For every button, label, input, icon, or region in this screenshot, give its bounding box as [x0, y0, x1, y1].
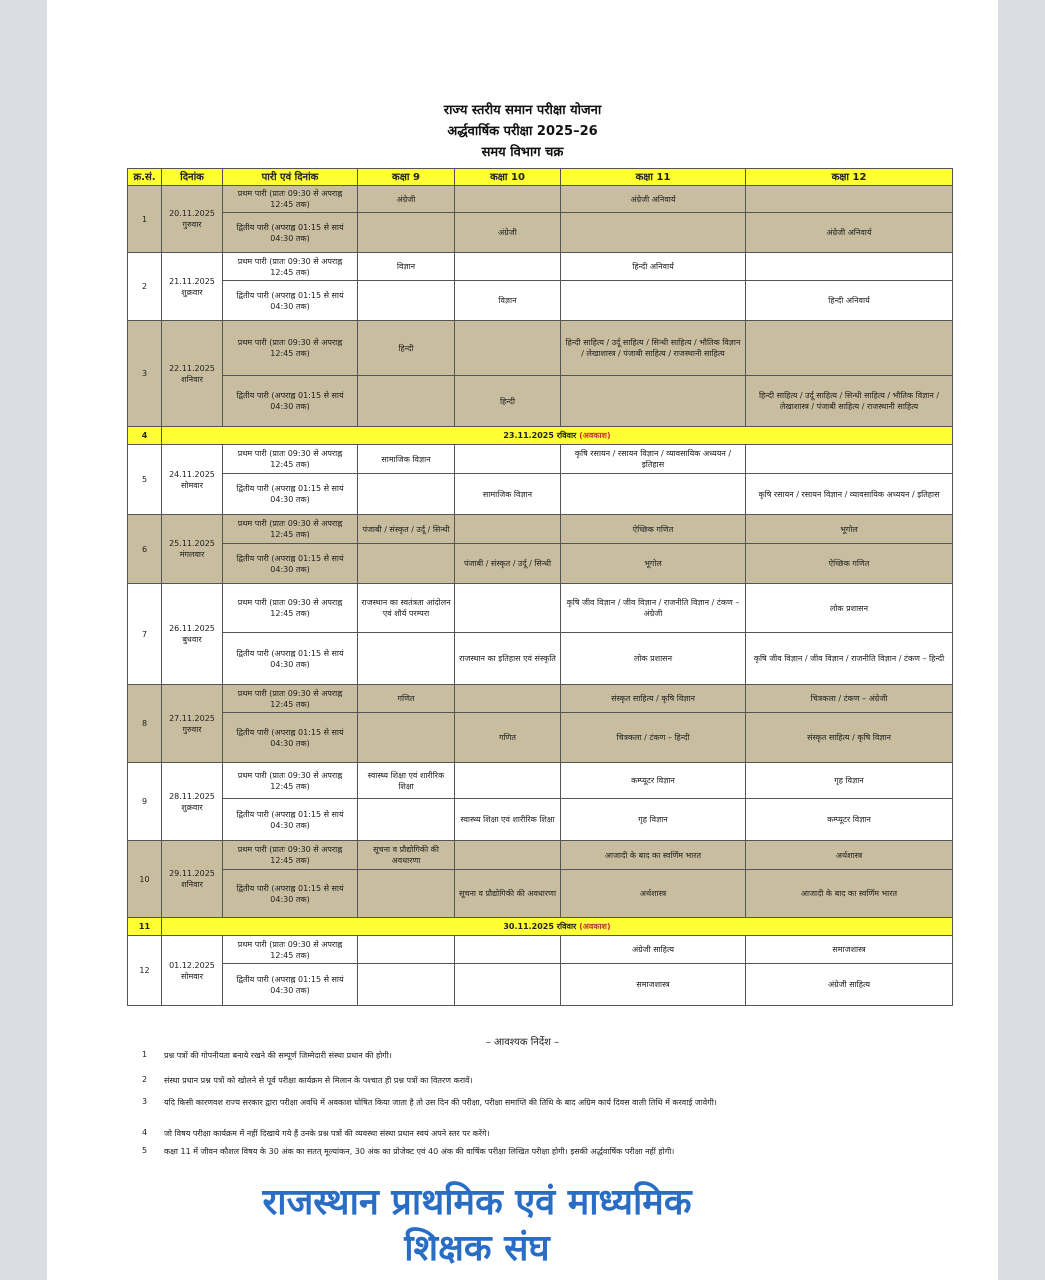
subject-cell	[455, 253, 561, 281]
shift-2-label: द्वितीय पारी (अपराह्न 01:15 से सायं 04:30 तक)	[223, 713, 358, 763]
subject-cell: पंजाबी / संस्कृत / उर्दू / सिन्धी	[455, 544, 561, 584]
subject-cell: गृह विज्ञान	[561, 799, 746, 841]
subject-cell: सामाजिक विज्ञान	[358, 445, 455, 474]
subject-cell	[358, 936, 455, 964]
day-value: सोमवार	[180, 480, 204, 490]
date-value: 21.11.2025	[169, 276, 215, 286]
subject-cell: ऐच्छिक गणित	[561, 515, 746, 544]
subject-cell: गणित	[455, 713, 561, 763]
note-number: 1	[142, 1050, 148, 1059]
holiday-date: 23.11.2025	[503, 431, 554, 440]
row-date	[162, 936, 223, 1006]
subject-cell: विज्ञान	[358, 253, 455, 281]
table-row	[128, 544, 953, 584]
shift-1-label: प्रथम पारी (प्रातः 09:30 से अपराह्न 12:45 तक)	[223, 584, 358, 633]
footer-line-2: शिक्षक संघ	[404, 1228, 550, 1269]
shift-2-label: द्वितीय पारी (अपराह्न 01:15 से सायं 04:30 तक)	[223, 213, 358, 253]
table-row	[128, 474, 953, 515]
subject-cell	[455, 685, 561, 713]
holiday-day: रविवार	[556, 431, 577, 440]
day-value: शुक्रवार	[181, 287, 203, 297]
row-date	[162, 515, 223, 584]
subject-cell	[561, 213, 746, 253]
subject-cell	[455, 763, 561, 799]
date-value: 20.11.2025	[169, 209, 215, 218]
row-serial: 12	[128, 936, 162, 1006]
table-row	[128, 584, 953, 633]
subject-cell: सामाजिक विज्ञान	[455, 474, 561, 515]
footer-org-name	[197, 1180, 757, 1272]
row-serial: 1	[128, 186, 162, 253]
subject-cell	[358, 633, 455, 685]
day-value: शनिवार	[181, 880, 203, 889]
subject-cell: संस्कृत साहित्य / कृषि विज्ञान	[561, 685, 746, 713]
subject-cell: कम्प्यूटर विज्ञान	[746, 799, 953, 841]
subject-cell: स्वास्थ्य शिक्षा एवं शारीरिक शिक्षा	[358, 763, 455, 799]
table-row	[128, 281, 953, 321]
holiday-row	[128, 918, 953, 936]
subject-cell: अंग्रेजी	[358, 186, 455, 213]
day-value: शनिवार	[181, 374, 203, 384]
subject-cell: अंग्रेजी अनिवार्य	[746, 213, 953, 253]
subject-cell	[455, 445, 561, 474]
subject-cell: गृह विज्ञान	[746, 763, 953, 799]
subject-cell: विज्ञान	[455, 281, 561, 321]
row-date	[162, 321, 223, 427]
title-line-2: अर्द्धवार्षिक परीक्षा 2025–26	[447, 124, 598, 139]
row-date	[162, 685, 223, 763]
shift-1-label: प्रथम पारी (प्रातः 09:30 से अपराह्न 12:45 तक)	[223, 186, 358, 213]
holiday-label: (अवकाश)	[579, 431, 611, 440]
shift-2-label: द्वितीय पारी (अपराह्न 01:15 से सायं 04:30 तक)	[223, 633, 358, 685]
date-value: 01.12.2025	[169, 960, 215, 970]
table-row	[128, 253, 953, 281]
subject-cell: सूचना व प्रौद्योगिकी की अवधारणा	[358, 841, 455, 870]
row-serial: 11	[128, 918, 162, 936]
subject-cell: अर्थशास्त्र	[561, 870, 746, 918]
note-text: यदि किसी कारणवश राज्य सरकार द्वारा परीक्षा अवधि में अवकाश घोषित किया जाता है तो उस दिन की परीक्षा, परीक्षा समाप्ति की तिथि के बाद अग्रिम कार्य दिवस वाली तिथि में करवाई जावेगी।	[164, 1098, 717, 1107]
subject-cell: गणित	[358, 685, 455, 713]
subject-cell: राजस्थान का इतिहास एवं संस्कृति	[455, 633, 561, 685]
table-row	[128, 964, 953, 1006]
note-text: संस्था प्रधान प्रश्न पत्रों को खोलने से पूर्व परीक्षा कार्यक्रम से मिलान के पश्चात ही प्रश्न पत्रों का वितरण करावें।	[164, 1076, 473, 1085]
subject-cell: कृषि जीव विज्ञान / जीव विज्ञान / राजनीति विज्ञान / टंकण – अंग्रेजी	[561, 584, 746, 633]
day-value: गुरुवार	[182, 724, 202, 734]
note-text: कक्षा 11 में जीवन कौशल विषय के 30 अंक का सतत् मूल्यांकन, 30 अंक का प्रोजेक्ट एवं 40 अंक की वार्षिक परीक्षा लिखित परीक्षा होगी। इसकी अर्द्धवार्षिक परीक्षा नहीं होगी।	[164, 1147, 675, 1156]
subject-cell: ऐच्छिक गणित	[746, 544, 953, 584]
subject-cell: हिन्दी	[455, 376, 561, 427]
header-class-12: कक्षा 12	[746, 169, 953, 186]
day-value: शुक्रवार	[181, 802, 203, 812]
subject-cell: राजस्थान का स्वतंत्रता आंदोलन एवं शौर्य परम्परा	[358, 584, 455, 633]
date-value: 24.11.2025	[169, 469, 215, 479]
header-sn: क्र.सं.	[128, 169, 162, 186]
shift-1-label: प्रथम पारी (प्रातः 09:30 से अपराह्न 12:45 तक)	[223, 515, 358, 544]
table-row	[128, 936, 953, 964]
row-serial: 10	[128, 841, 162, 918]
date-value: 22.11.2025	[169, 363, 215, 373]
subject-cell: हिन्दी साहित्य / उर्दू साहित्य / सिन्धी साहित्य / भौतिक विज्ञान / लेखाशास्त्र / पंजाबी साहित्य / राजस्थानी साहित्य	[746, 376, 953, 427]
subject-cell	[455, 186, 561, 213]
subject-cell: सूचना व प्रौद्योगिकी की अवधारणा	[455, 870, 561, 918]
table-row	[128, 515, 953, 544]
shift-2-label: द्वितीय पारी (अपराह्न 01:15 से सायं 04:30 तक)	[223, 544, 358, 584]
title-line-1: राज्य स्तरीय समान परीक्षा योजना	[443, 103, 602, 118]
row-date	[162, 584, 223, 685]
row-serial: 3	[128, 321, 162, 427]
row-date	[162, 186, 223, 253]
subject-cell: स्वास्थ्य शिक्षा एवं शारीरिक शिक्षा	[455, 799, 561, 841]
shift-1-label: प्रथम पारी (प्रातः 09:30 से अपराह्न 12:45 तक)	[223, 253, 358, 281]
subject-cell: कम्प्यूटर विज्ञान	[561, 763, 746, 799]
note-text: जो विषय परीक्षा कार्यक्रम में नहीं दिखाये गये हैं उनके प्रश्न पत्रों की व्यवस्था संस्था प्रधान स्वयं अपने स्तर पर करेंगे।	[164, 1129, 490, 1138]
shift-1-label: प्रथम पारी (प्रातः 09:30 से अपराह्न 12:45 तक)	[223, 445, 358, 474]
holiday-row	[128, 427, 953, 445]
holiday-day: रविवार	[556, 922, 577, 931]
header-class-9: कक्षा 9	[358, 169, 455, 186]
subject-cell: कृषि रसायन / रसायन विज्ञान / व्यावसायिक अध्ययन / इतिहास	[561, 445, 746, 474]
subject-cell	[358, 713, 455, 763]
date-value: 28.11.2025	[169, 791, 215, 801]
subject-cell: हिन्दी अनिवार्य	[561, 253, 746, 281]
subject-cell: भूगोल	[746, 515, 953, 544]
day-value: मंगलवार	[179, 550, 205, 559]
shift-2-label: द्वितीय पारी (अपराह्न 01:15 से सायं 04:30 तक)	[223, 964, 358, 1006]
subject-cell: हिन्दी अनिवार्य	[746, 281, 953, 321]
day-value: सोमवार	[180, 971, 204, 981]
holiday-cell	[162, 918, 953, 936]
subject-cell	[358, 213, 455, 253]
subject-cell: अंग्रेजी अनिवार्य	[561, 186, 746, 213]
subject-cell: लोक प्रशासन	[746, 584, 953, 633]
subject-cell	[746, 321, 953, 376]
subject-cell: हिन्दी साहित्य / उर्दू साहित्य / सिन्धी साहित्य / भौतिक विज्ञान / लेखाशास्त्र / पंजाबी साहित्य / राजस्थानी साहित्य	[561, 321, 746, 376]
subject-cell: आजादी के बाद का स्वर्णिम भारत	[561, 841, 746, 870]
date-value: 26.11.2025	[169, 624, 215, 633]
shift-1-label: प्रथम पारी (प्रातः 09:30 से अपराह्न 12:45 तक)	[223, 841, 358, 870]
table-row	[128, 763, 953, 799]
subject-cell	[455, 515, 561, 544]
table-row	[128, 841, 953, 870]
subject-cell: पंजाबी / संस्कृत / उर्दू / सिन्धी	[358, 515, 455, 544]
table-row	[128, 321, 953, 376]
title-line-3: समय विभाग चक्र	[481, 145, 564, 160]
day-value: बुधवार	[182, 635, 202, 644]
row-serial: 6	[128, 515, 162, 584]
note-text: प्रश्न पत्रों की गोपनीयता बनाये रखने की सम्पूर्ण जिम्मेदारी संस्था प्रधान की होगी।	[164, 1051, 392, 1060]
subject-cell	[358, 544, 455, 584]
subject-cell	[358, 799, 455, 841]
document-page	[47, 0, 998, 1280]
subject-cell: आजादी के बाद का स्वर्णिम भारत	[746, 870, 953, 918]
holiday-cell	[162, 427, 953, 445]
shift-1-label: प्रथम पारी (प्रातः 09:30 से अपराह्न 12:45 तक)	[223, 936, 358, 964]
subject-cell	[358, 376, 455, 427]
subject-cell: चित्रकला / टंकण – हिन्दी	[561, 713, 746, 763]
subject-cell	[455, 321, 561, 376]
header-row	[128, 169, 953, 186]
subject-cell: अर्थशास्त्र	[746, 841, 953, 870]
shift-1-label: प्रथम पारी (प्रातः 09:30 से अपराह्न 12:45 तक)	[223, 321, 358, 376]
subject-cell	[455, 964, 561, 1006]
footer-line-1: राजस्थान प्राथमिक एवं माध्यमिक	[262, 1182, 692, 1223]
table-row	[128, 713, 953, 763]
subject-cell	[455, 841, 561, 870]
subject-cell	[358, 474, 455, 515]
row-date	[162, 763, 223, 841]
subject-cell	[746, 445, 953, 474]
row-date	[162, 253, 223, 321]
shift-2-label: द्वितीय पारी (अपराह्न 01:15 से सायं 04:30 तक)	[223, 799, 358, 841]
subject-cell: अंग्रेजी साहित्य	[746, 964, 953, 1006]
row-serial: 8	[128, 685, 162, 763]
subject-cell	[455, 936, 561, 964]
table-row	[128, 633, 953, 685]
row-serial: 4	[128, 427, 162, 445]
table-row	[128, 685, 953, 713]
shift-1-label: प्रथम पारी (प्रातः 09:30 से अपराह्न 12:45 तक)	[223, 763, 358, 799]
holiday-label: (अवकाश)	[579, 922, 611, 931]
subject-cell	[561, 281, 746, 321]
table-row	[128, 213, 953, 253]
row-date	[162, 445, 223, 515]
table-row	[128, 445, 953, 474]
subject-cell	[358, 964, 455, 1006]
shift-1-label: प्रथम पारी (प्रातः 09:30 से अपराह्न 12:45 तक)	[223, 685, 358, 713]
title-block	[47, 100, 998, 163]
note-number: 3	[142, 1097, 148, 1106]
subject-cell	[746, 253, 953, 281]
timetable	[127, 168, 953, 1006]
shift-2-label: द्वितीय पारी (अपराह्न 01:15 से सायं 04:30 तक)	[223, 376, 358, 427]
row-serial: 7	[128, 584, 162, 685]
note-number: 4	[142, 1128, 148, 1137]
subject-cell	[358, 870, 455, 918]
header-class-11: कक्षा 11	[561, 169, 746, 186]
subject-cell: लोक प्रशासन	[561, 633, 746, 685]
table-row	[128, 799, 953, 841]
notes-title: – आवश्यक निर्देश –	[485, 1037, 560, 1048]
date-value: 25.11.2025	[169, 539, 215, 548]
row-serial: 9	[128, 763, 162, 841]
subject-cell: भूगोल	[561, 544, 746, 584]
shift-2-label: द्वितीय पारी (अपराह्न 01:15 से सायं 04:30 तक)	[223, 870, 358, 918]
shift-2-label: द्वितीय पारी (अपराह्न 01:15 से सायं 04:30 तक)	[223, 474, 358, 515]
subject-cell: अंग्रेजी	[455, 213, 561, 253]
note-number: 2	[142, 1075, 148, 1084]
day-value: गुरुवार	[182, 220, 202, 229]
subject-cell: अंग्रेजी साहित्य	[561, 936, 746, 964]
subject-cell	[561, 474, 746, 515]
note-number: 5	[142, 1146, 148, 1155]
header-class-10: कक्षा 10	[455, 169, 561, 186]
subject-cell	[746, 186, 953, 213]
table-row	[128, 870, 953, 918]
subject-cell	[358, 281, 455, 321]
subject-cell	[455, 584, 561, 633]
holiday-date: 30.11.2025	[503, 922, 554, 931]
header-shift: पारी एवं दिनांक	[223, 169, 358, 186]
date-value: 27.11.2025	[169, 713, 215, 723]
subject-cell: हिन्दी	[358, 321, 455, 376]
row-serial: 5	[128, 445, 162, 515]
row-date	[162, 841, 223, 918]
subject-cell: समाजशास्त्र	[561, 964, 746, 1006]
subject-cell	[561, 376, 746, 427]
subject-cell: चित्रकला / टंकण – अंग्रेजी	[746, 685, 953, 713]
row-serial: 2	[128, 253, 162, 321]
header-date: दिनांक	[162, 169, 223, 186]
table-row	[128, 376, 953, 427]
subject-cell: कृषि रसायन / रसायन विज्ञान / व्यावसायिक अध्ययन / इतिहास	[746, 474, 953, 515]
table-row	[128, 186, 953, 213]
subject-cell: संस्कृत साहित्य / कृषि विज्ञान	[746, 713, 953, 763]
subject-cell: कृषि जीव विज्ञान / जीव विज्ञान / राजनीति विज्ञान / टंकण – हिन्दी	[746, 633, 953, 685]
date-value: 29.11.2025	[169, 869, 215, 878]
subject-cell: समाजशास्त्र	[746, 936, 953, 964]
shift-2-label: द्वितीय पारी (अपराह्न 01:15 से सायं 04:30 तक)	[223, 281, 358, 321]
